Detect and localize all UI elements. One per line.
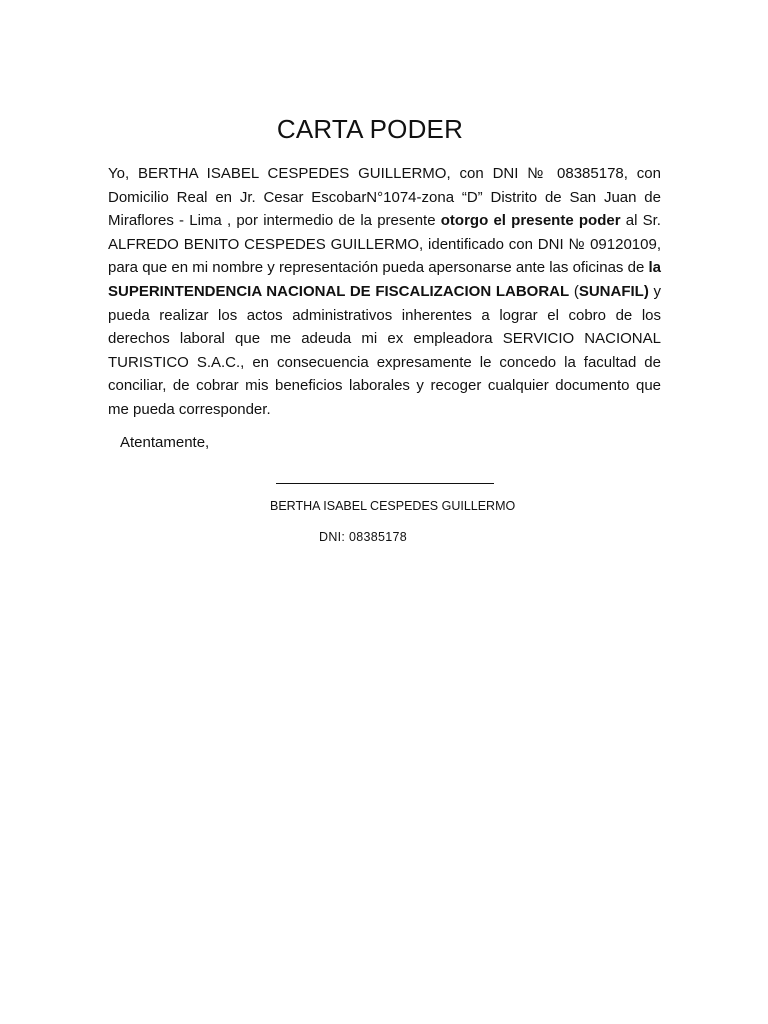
closing-salutation: Atentamente, [120,434,210,451]
signature-line [276,483,494,484]
signer-dni: DNI: 08385178 [319,530,407,544]
signer-name: BERTHA ISABEL CESPEDES GUILLERMO [270,499,516,513]
body-text-segment: y pueda realizar los actos administrativos inherentes a lograr el cobro de los derechos laboral que me adeuda mi ex empleadora SERVICIO NACIONAL TURISTICO S.A.C., en consecuencia expresamente le concedo la facultad de conciliar, de cobrar mis beneficios laborales y recoger cualquier documento que me pueda corresponder. [108,282,662,418]
document-title: CARTA PODER [276,114,464,144]
body-text-segment: al Sr. ALFREDO BENITO CESPEDES GUILLERMO, identificado con DNI № 09120109, para que en mi nombre y representación pueda apersonarse ante las oficinas de [108,212,661,277]
body-bold-acronym: SUNAFIL) [578,282,649,300]
body-paragraph [108,162,661,422]
body-bold-institution: la SUPERINTENDENCIA NACIONAL DE FISCALIZACION LABORAL [108,259,661,300]
body-bold-grant-power: otorgo el presente poder [440,212,621,230]
body-text-segment: ( [569,282,579,300]
body-text-segment: Yo, BERTHA ISABEL CESPEDES GUILLERMO, con DNI № 08385178, con Domicilio Real en Jr. Cesar EscobarN°1074-zona “D” Distrito de San Juan de Miraflores - Lima , por intermedio de la presente [108,165,661,230]
